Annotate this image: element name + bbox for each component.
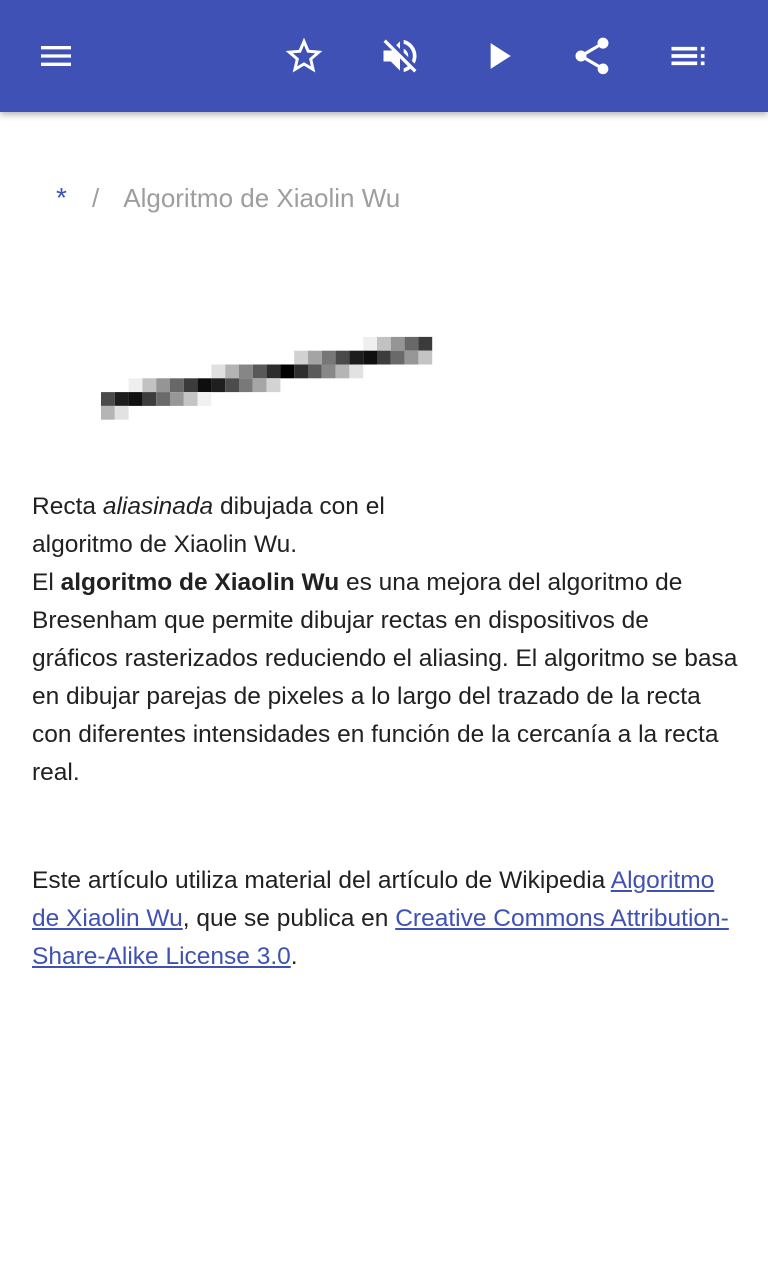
volume-off-icon — [378, 34, 422, 78]
share-icon — [570, 34, 614, 78]
attribution-suffix: . — [290, 943, 298, 970]
line-pixel — [308, 351, 322, 365]
line-pixel — [294, 365, 308, 379]
line-pixel — [280, 365, 294, 379]
line-pixel — [170, 378, 184, 392]
attribution-prefix: Este artículo utiliza material del artículo de Wikipedia — [32, 867, 611, 894]
breadcrumb — [56, 178, 400, 218]
line-pixel — [267, 365, 281, 379]
favorite-button[interactable] — [276, 28, 332, 84]
attribution-middle: , que se publica en — [182, 905, 396, 932]
line-pixel — [418, 351, 432, 365]
line-pixel — [405, 351, 419, 365]
paragraph-intro: El — [32, 569, 61, 596]
line-pixel — [211, 365, 225, 379]
star-outline-icon — [282, 34, 326, 78]
mute-button[interactable] — [372, 28, 428, 84]
line-pixel — [225, 378, 239, 392]
line-pixel — [253, 365, 267, 379]
line-pixel — [336, 351, 350, 365]
figure-caption — [32, 488, 422, 564]
line-pixel — [363, 351, 377, 365]
line-pixel — [349, 365, 363, 379]
article-figure — [32, 330, 452, 420]
share-button[interactable] — [564, 28, 620, 84]
line-pixel — [391, 351, 405, 365]
line-pixel — [156, 392, 170, 406]
menu-button[interactable] — [28, 28, 84, 84]
app-toolbar — [0, 0, 768, 112]
attribution-paragraph — [32, 862, 738, 976]
line-pixel — [322, 351, 336, 365]
play-icon — [476, 34, 520, 78]
menu-icon — [36, 36, 76, 76]
breadcrumb-current: Algoritmo de Xiaolin Wu — [123, 182, 401, 213]
line-pixel — [294, 351, 308, 365]
paragraph-bold-term: algoritmo de Xiaolin Wu — [60, 569, 340, 596]
play-button[interactable] — [470, 28, 526, 84]
line-pixel — [349, 351, 363, 365]
line-pixel — [170, 392, 184, 406]
caption-text-1: Recta — [32, 493, 103, 520]
line-pixel — [184, 392, 198, 406]
paragraph-text: es una mejora del algoritmo de Bresenham que permite dibujar rectas en dispositivos de gráficos rasterizados reduciendo el aliasing. El algoritmo se basa en dibujar parejas de pixeles a lo largo del trazado de la recta con diferentes intensidades en función de la cercanía a la recta real. — [32, 569, 738, 786]
line-pixel — [142, 378, 156, 392]
line-pixel — [308, 365, 322, 379]
line-pixel — [184, 378, 198, 392]
license-link[interactable]: Creative Commons Attribution-Share-Alike License 3.0 — [32, 905, 729, 970]
line-pixel — [377, 351, 391, 365]
line-pixel — [418, 337, 432, 351]
line-pixel — [156, 378, 170, 392]
line-pixel — [405, 337, 419, 351]
line-pixel — [225, 365, 239, 379]
line-pixel — [391, 337, 405, 351]
breadcrumb-separator: / — [92, 182, 100, 213]
line-pixel — [115, 406, 129, 420]
article-content — [32, 488, 738, 976]
line-pixel — [377, 337, 391, 351]
antialiased-line-image — [32, 330, 452, 420]
line-pixel — [129, 392, 143, 406]
caption-text-2: dibujada con el algoritmo de Xiaolin Wu. — [32, 493, 385, 558]
line-pixel — [115, 392, 129, 406]
contents-button[interactable] — [660, 28, 716, 84]
line-pixel — [253, 378, 267, 392]
line-pixel — [101, 406, 115, 420]
caption-emphasis: aliasinada — [102, 493, 214, 520]
playlist-icon — [666, 34, 710, 78]
breadcrumb-home-link[interactable]: * — [56, 182, 67, 213]
line-pixel — [211, 378, 225, 392]
line-pixel — [198, 378, 212, 392]
article-paragraph — [32, 564, 738, 792]
wikipedia-article-link[interactable]: Algoritmo de Xiaolin Wu — [32, 867, 715, 932]
line-pixel — [267, 378, 281, 392]
line-pixel — [363, 337, 377, 351]
line-pixel — [198, 392, 212, 406]
line-pixel — [336, 365, 350, 379]
line-pixel — [142, 392, 156, 406]
line-pixel — [101, 392, 115, 406]
line-pixel — [129, 378, 143, 392]
line-pixel — [322, 365, 336, 379]
line-pixel — [239, 365, 253, 379]
line-pixel — [239, 378, 253, 392]
